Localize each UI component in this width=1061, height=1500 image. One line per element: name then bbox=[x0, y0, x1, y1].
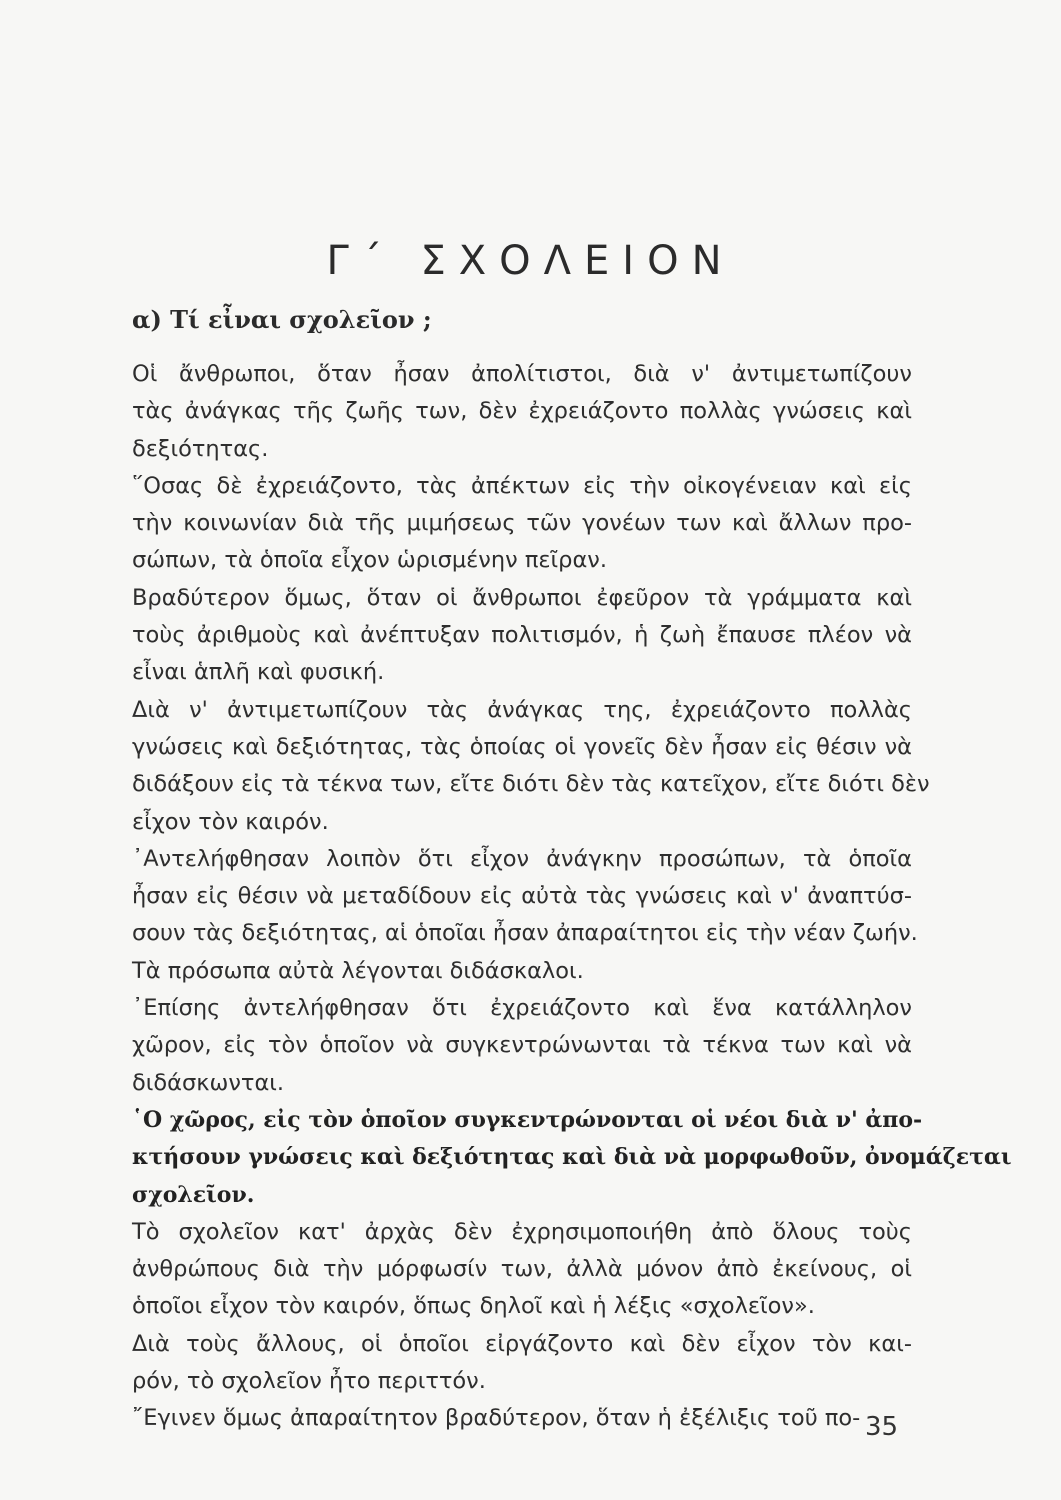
text-line: ῞Οσας δὲ ἐχρειάζοντο, τὰς ἀπέκτων εἰς τὴν οἰκογένειαν καὶ εἰς bbox=[132, 472, 912, 499]
text-line: ᾿Επίσης ἀντελήφθησαν ὅτι ἐχρειάζοντο καὶ ἕνα κατάλληλον bbox=[132, 995, 912, 1022]
paragraph bbox=[132, 1400, 912, 1437]
text-line: τοὺς ἀριθμοὺς καὶ ἀνέπτυξαν πολιτισμόν, ἡ ζωὴ ἔπαυσε πλέον νὰ bbox=[132, 622, 912, 649]
text-line: τὴν κοινωνίαν διὰ τῆς μιμήσεως τῶν γονέων των καὶ ἄλλων προ- bbox=[132, 510, 912, 537]
text-line: εἶναι ἁπλῆ καὶ φυσική. bbox=[132, 659, 385, 686]
text-line: ῾Ο χῶρος, εἰς τὸν ὁποῖον συγκεντρώνονται οἱ νέοι διὰ ν' ἀπο- bbox=[132, 1106, 923, 1133]
paragraph bbox=[132, 468, 912, 580]
page-number: 35 bbox=[865, 1412, 899, 1442]
text-line: εἶχον τὸν καιρόν. bbox=[132, 808, 329, 835]
text-line: κτήσουν γνώσεις καὶ δεξιότητας καὶ διὰ νὰ μορφωθοῦν, ὀνομάζεται bbox=[132, 1144, 1012, 1171]
bold-paragraph bbox=[132, 1102, 1012, 1214]
body-text bbox=[132, 356, 1012, 1438]
text-line: Διὰ ν' ἀντιμετωπίζουν τὰς ἀνάγκας της, ἐχρειάζοντο πολλὰς bbox=[132, 696, 912, 723]
text-line: ᾿Αντελήφθησαν λοιπὸν ὅτι εἶχον ἀνάγκην προσώπων, τὰ ὁποῖα bbox=[132, 845, 912, 872]
paragraph bbox=[132, 1326, 912, 1401]
paragraph bbox=[132, 692, 930, 841]
paragraph bbox=[132, 356, 912, 468]
text-line: Τὸ σχολεῖον κατ' ἀρχὰς δὲν ἐχρησιμοποιήθη ἀπὸ ὅλους τοὺς bbox=[132, 1218, 912, 1245]
text-line: ὁποῖοι εἶχον τὸν καιρόν, ὅπως δηλοῖ καὶ ἡ λέξις «σχολεῖον». bbox=[132, 1293, 815, 1320]
text-line: Οἱ ἄνθρωποι, ὅταν ἦσαν ἀπολίτιστοι, διὰ ν' ἀντιμετωπίζουν bbox=[132, 361, 912, 387]
text-line: ἦσαν εἰς θέσιν νὰ μεταδίδουν εἰς αὐτὰ τὰς γνώσεις καὶ ν' ἀναπτύσ- bbox=[132, 883, 912, 910]
text-line: γνώσεις καὶ δεξιότητας, τὰς ὁποίας οἱ γονεῖς δὲν ἦσαν εἰς θέσιν νὰ bbox=[132, 733, 912, 760]
text-line: σουν τὰς δεξιότητας, αἱ ὁποῖαι ἦσαν ἀπαραίτητοι εἰς τὴν νέαν ζωήν. bbox=[132, 920, 918, 947]
text-line: ῎Εγινεν ὅμως ἀπαραίτητον βραδύτερον, ὅταν ἡ ἐξέλιξις τοῦ πο- bbox=[132, 1405, 861, 1432]
text-line: δεξιότητας. bbox=[132, 435, 269, 462]
paragraph bbox=[132, 580, 912, 692]
text-line: ἀνθρώπους διὰ τὴν μόρφωσίν των, ἀλλὰ μόνον ἀπὸ ἐκείνους, οἱ bbox=[132, 1256, 912, 1283]
text-line: σώπων, τὰ ὁποῖα εἶχον ὡρισμένην πεῖραν. bbox=[132, 547, 608, 574]
chapter-title: Γ΄ ΣΧΟΛΕΙΟΝ bbox=[326, 238, 735, 284]
text-line: Διὰ τοὺς ἄλλους, οἱ ὁποῖοι εἰργάζοντο καὶ δὲν εἶχον τὸν και- bbox=[132, 1330, 912, 1357]
paragraph bbox=[132, 990, 912, 1102]
text-line: Τὰ πρόσωπα αὐτὰ λέγονται διδάσκαλοι. bbox=[132, 957, 584, 984]
text-line: ρόν, τὸ σχολεῖον ἦτο περιττόν. bbox=[132, 1368, 486, 1395]
paragraph bbox=[132, 841, 918, 990]
text-line: διδάσκωνται. bbox=[132, 1069, 285, 1096]
text-line: τὰς ἀνάγκας τῆς ζωῆς των, δὲν ἐχρειάζοντο πολλὰς γνώσεις καὶ bbox=[132, 398, 912, 425]
text-line: σχολεῖον. bbox=[132, 1181, 255, 1208]
text-line: Βραδύτερον ὅμως, ὅταν οἱ ἄνθρωποι ἐφεῦρον τὰ γράμματα καὶ bbox=[132, 584, 912, 611]
text-line: διδάξουν εἰς τὰ τέκνα των, εἴτε διότι δὲν τὰς κατεῖχον, εἴτε διότι δὲν bbox=[132, 771, 930, 798]
text-line: χῶρον, εἰς τὸν ὁποῖον νὰ συγκεντρώνωνται τὰ τέκνα των καὶ νὰ bbox=[132, 1032, 912, 1059]
paragraph bbox=[132, 1214, 912, 1326]
section-heading: α) Τί εἶναι σχολεῖον ; bbox=[132, 305, 432, 334]
